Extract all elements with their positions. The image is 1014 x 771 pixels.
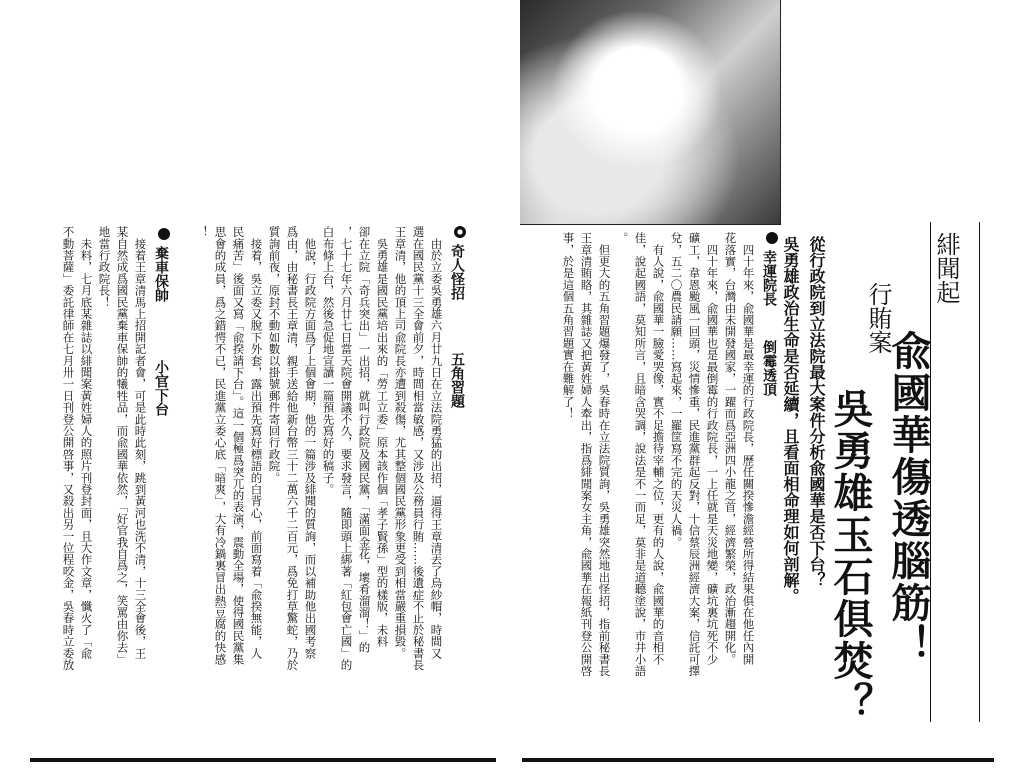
headline-deck-1: 從行政院到立法院最大案件分析兪國華是否下台？ — [807, 236, 826, 588]
section1-para: 但更大的五角習題爆發了，吳春時在立法院質詢，吳勇雄突然地出怪招，指前秘書長 — [597, 232, 612, 677]
section1-subheading: 倒霉透頂 — [761, 340, 777, 396]
headline-kicker: 緋聞起 — [932, 232, 960, 304]
section3-bullet — [156, 228, 172, 246]
section3-heading: 棄車保帥 — [153, 246, 169, 302]
section1-para: 花落實，台灣由未開發國家，一躍而爲亞洲四小龍之首，經濟繁榮，政治漸趨開化。 — [723, 232, 738, 665]
section3-para: 不動菩薩」委託律師在七月卅一日刊登公開啓事，又殺出另一位程咬金，吳春時立委放 — [61, 226, 76, 671]
section2-para: 由於立委吳勇雄六月廿九日在立法院勇猛的出招，逼得王章清丟了烏紗帽，時間又 — [429, 226, 444, 659]
book-gutter — [497, 0, 520, 771]
section2-para: 思會的成員，爲之錯愕不已，民進黨立委心底「暗爽」，大有冷鍋裏冒出熱豆腐的快感 — [213, 226, 228, 665]
section2-para: 接着，吳立委又脫下外套，露出預先寫好標語的白背心，前面寫着「兪揆無能，人 — [249, 226, 264, 659]
section2-para: 卻在立院「奇兵突出」一出招，就叫行政院及國民黨，「滿面金花，壞肴溜溜！」的 — [357, 226, 372, 654]
section1-para: 四十年來，兪國華是最幸運的行政院長，歷任關揆慘澹經營所得結果俱在他任內開 — [741, 232, 756, 665]
section2-para: ，七十七年六月廿七日當天院會開議不久，要求發言，隨即頭上綁著「紅包會亡國」的 — [339, 226, 354, 671]
section2-bullet — [452, 226, 468, 244]
section1-heading: 幸運院長 — [761, 250, 777, 306]
section2-subheading: 五角習題 — [449, 352, 465, 408]
section2-para: 王章清，他的頂上司兪院長亦遭到殺傷，尤其整個國民黨形象更受到相當嚴重損毀。 — [393, 226, 408, 659]
section2-para: 民痛苦」後面又寫「兪揆請下台」。這一個極爲突兀的表演，震動全場，使得國民黨集 — [231, 226, 246, 665]
section1-para: 佳，說起國語，莫知所言，且暗含哭調，說法是不一而足，莫非是道聽塗說，市井小語 — [633, 232, 648, 677]
right-bottom-rule — [522, 758, 994, 762]
left-bottom-rule — [30, 758, 496, 762]
section3-para: 未料，七月底某雜誌以緋聞案黃姓婦人的照片刊登封面，且大作文章，懺火了「兪 — [79, 226, 94, 659]
section2-para: 質詢前夜，原封不動如數以掛號郵件寄回行政院。 — [267, 226, 282, 484]
section3-para: 接着王章清馬上招開記者會，可是此時此刻，跳到黃河也洗不清，十三全會後，王 — [133, 226, 148, 659]
section3-para: 地當行政院長！ — [97, 226, 112, 308]
section2-para: ！ — [195, 226, 210, 238]
section1-para: 兌，五二〇農民請願……寫起來，一羅筐寫不完的天災人禍。 — [669, 232, 684, 548]
headline-deck-2: 吳勇雄政治生命是否延續，且看面相命理如何剖解。 — [781, 236, 800, 604]
section2-para: 選在國民黨十三全會前夕，時間相當敏感，又涉及公務員行賄……後遺症不止於秘書長 — [411, 226, 426, 671]
section1-para: 有人說，兪國華一臉愛哭像，實不足擔待宰輔之位，更有的人說，兪國華的音相不 — [651, 232, 666, 665]
section1-para: 事，於是這個五角習題實在難解了！ — [561, 232, 576, 420]
headline-line2: 吳勇雄玉石俱焚？ — [827, 388, 873, 724]
section3-subheading: 小官下台 — [153, 360, 169, 416]
blurred-photo — [520, 0, 781, 225]
section2-para: 白布條上台，然後急促地宣讀一篇預先寫好的稿子。 — [321, 226, 336, 496]
section2-para: 他說，行政院方面爲了上個會期，他的一篇涉及緋聞的質詢，而以補助他出國考察 — [303, 226, 318, 659]
section3-para: 某自然成爲國民黨棄車保帥的犧牲品，而兪國華依然，「好官我自爲之，笑罵由你去」 — [115, 226, 130, 665]
section2-para: 吳勇雄是國民黨培出來的「勞工立委」原本該作個「孝子賢孫」型的樣版，未料 — [375, 226, 390, 648]
section2-para: 爲由，由秘書長王章清，親手送給他新台幣三十二萬六千二百元，爲免打草驚蛇，乃於 — [285, 226, 300, 671]
headline-kicker-2: 行賄案 — [864, 282, 892, 354]
section1-para: 王章清賄賂，其雜誌又把黃姓婦人牽出，指爲緋聞案女主角，兪國華在報紙刊登公開啓 — [579, 232, 594, 677]
section1-para: 四十年來，兪國華也是最倒霉的行政院長，一上任就是天災地變，礦坑裏坑死不少 — [705, 232, 720, 665]
section1-para: 。 — [615, 232, 630, 244]
section2-heading: 奇人怪招 — [449, 244, 465, 300]
section1-para: 礦工，韋恩颱風一回頭，災情慘重，民進黨群起反對，十信蔡辰洲經濟大案，信託可擇 — [687, 232, 702, 677]
headline-line1: 兪國華傷透腦筋！ — [885, 330, 931, 666]
section1-bullet — [764, 232, 780, 250]
